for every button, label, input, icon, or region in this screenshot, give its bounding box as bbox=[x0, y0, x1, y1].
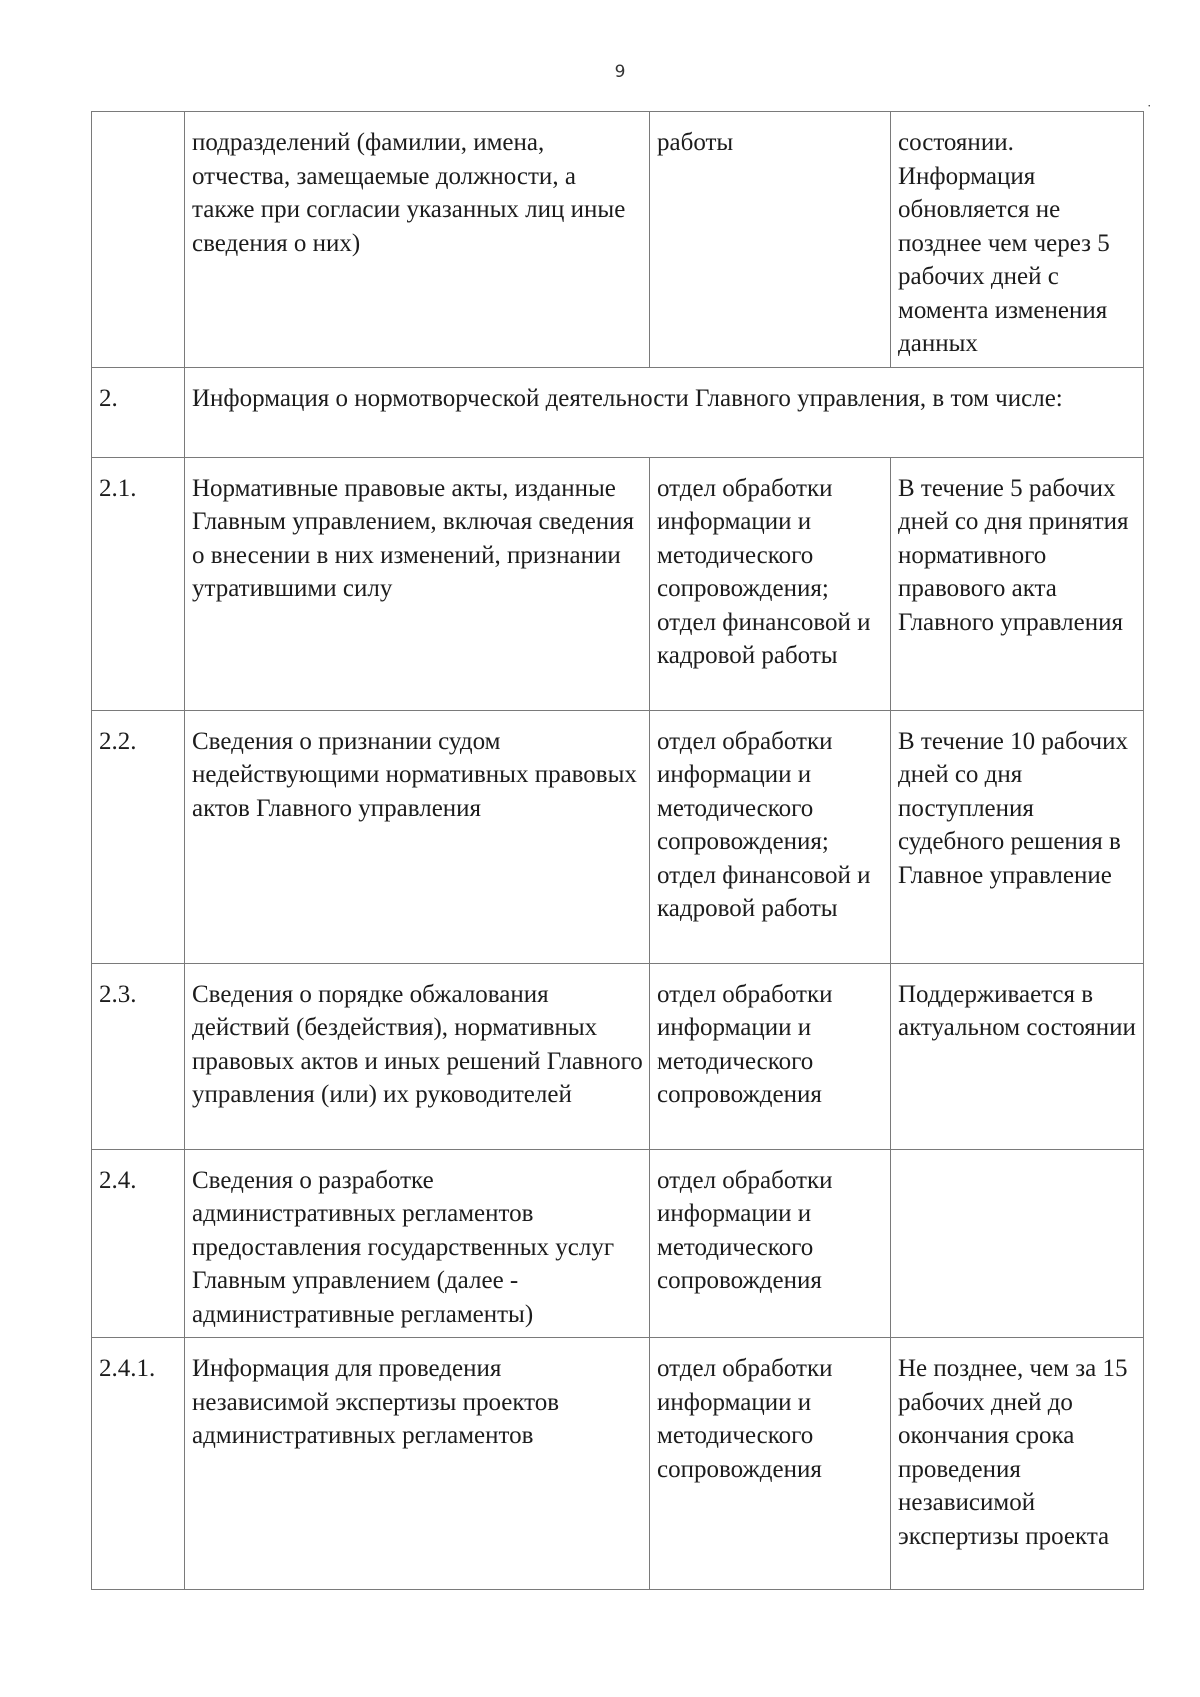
responsible-department: работы bbox=[650, 112, 891, 368]
responsible-department: отдел обработки информации и методического сопровождения; отдел финансовой и кадровой работы bbox=[650, 457, 891, 710]
table-row bbox=[92, 367, 1144, 457]
page-number: 9 bbox=[614, 62, 626, 82]
table-row bbox=[92, 112, 1144, 368]
information-name: подразделений (фамилии, имена, отчества, замещаемые должности, а также при согласии указанных лиц иные сведения о них) bbox=[185, 112, 650, 368]
publication-term: В течение 5 рабочих дней со дня принятия нормативного правового акта Главного управления bbox=[891, 457, 1144, 710]
responsible-department: отдел обработки информации и методического сопровождения bbox=[650, 1149, 891, 1338]
responsible-department: отдел обработки информации и методического сопровождения bbox=[650, 1338, 891, 1590]
row-number bbox=[92, 112, 185, 368]
stray-mark: ˙ bbox=[1146, 102, 1152, 118]
table-row bbox=[92, 1338, 1144, 1590]
row-number: 2.2. bbox=[99, 727, 137, 755]
information-table bbox=[91, 102, 1152, 1590]
table-row bbox=[92, 710, 1144, 963]
publication-term: состоянии. Информация обновляется не позднее чем через 5 рабочих дней с момента изменения данных bbox=[891, 112, 1144, 368]
information-name: Информация для проведения независимой экспертизы проектов административных регламентов bbox=[185, 1338, 650, 1590]
publication-term: В течение 10 рабочих дней со дня поступления судебного решения в Главное управление bbox=[891, 710, 1144, 963]
table-row bbox=[92, 457, 1144, 710]
section-heading: Информация о нормотворческой деятельности Главного управления, в том числе: bbox=[185, 367, 1144, 457]
row-number: 2.4. bbox=[92, 1149, 185, 1338]
publication-term bbox=[891, 1149, 1144, 1338]
information-name: Сведения о признании судом недействующими нормативных правовых актов Главного управления bbox=[185, 710, 650, 963]
row-number: 2.4.1. bbox=[92, 1338, 185, 1590]
table-row bbox=[92, 963, 1144, 1149]
row-number: 2. bbox=[92, 367, 185, 457]
responsible-department: отдел обработки информации и методического сопровождения bbox=[650, 963, 891, 1149]
publication-term: Поддерживается в актуальном состоянии bbox=[891, 963, 1144, 1149]
information-name: Сведения о разработке административных регламентов предоставления государственных услуг Главным управлением (далее - административные регламенты) bbox=[185, 1149, 650, 1338]
information-name: Нормативные правовые акты, изданные Главным управлением, включая сведения о внесении в них изменений, признании утратившими силу bbox=[185, 457, 650, 710]
responsible-department: отдел обработки информации и методического сопровождения; отдел финансовой и кадровой работы bbox=[650, 710, 891, 963]
row-number: 2.1. bbox=[92, 457, 185, 710]
publication-term: Не позднее, чем за 15 рабочих дней до окончания срока проведения независимой экспертизы проекта bbox=[891, 1338, 1144, 1590]
information-name: Сведения о порядке обжалования действий (бездействия), нормативных правовых актов и иных решений Главного управления (или) их руководителей bbox=[185, 963, 650, 1149]
row-number: 2.3. bbox=[92, 963, 185, 1149]
table-row bbox=[92, 1149, 1144, 1338]
